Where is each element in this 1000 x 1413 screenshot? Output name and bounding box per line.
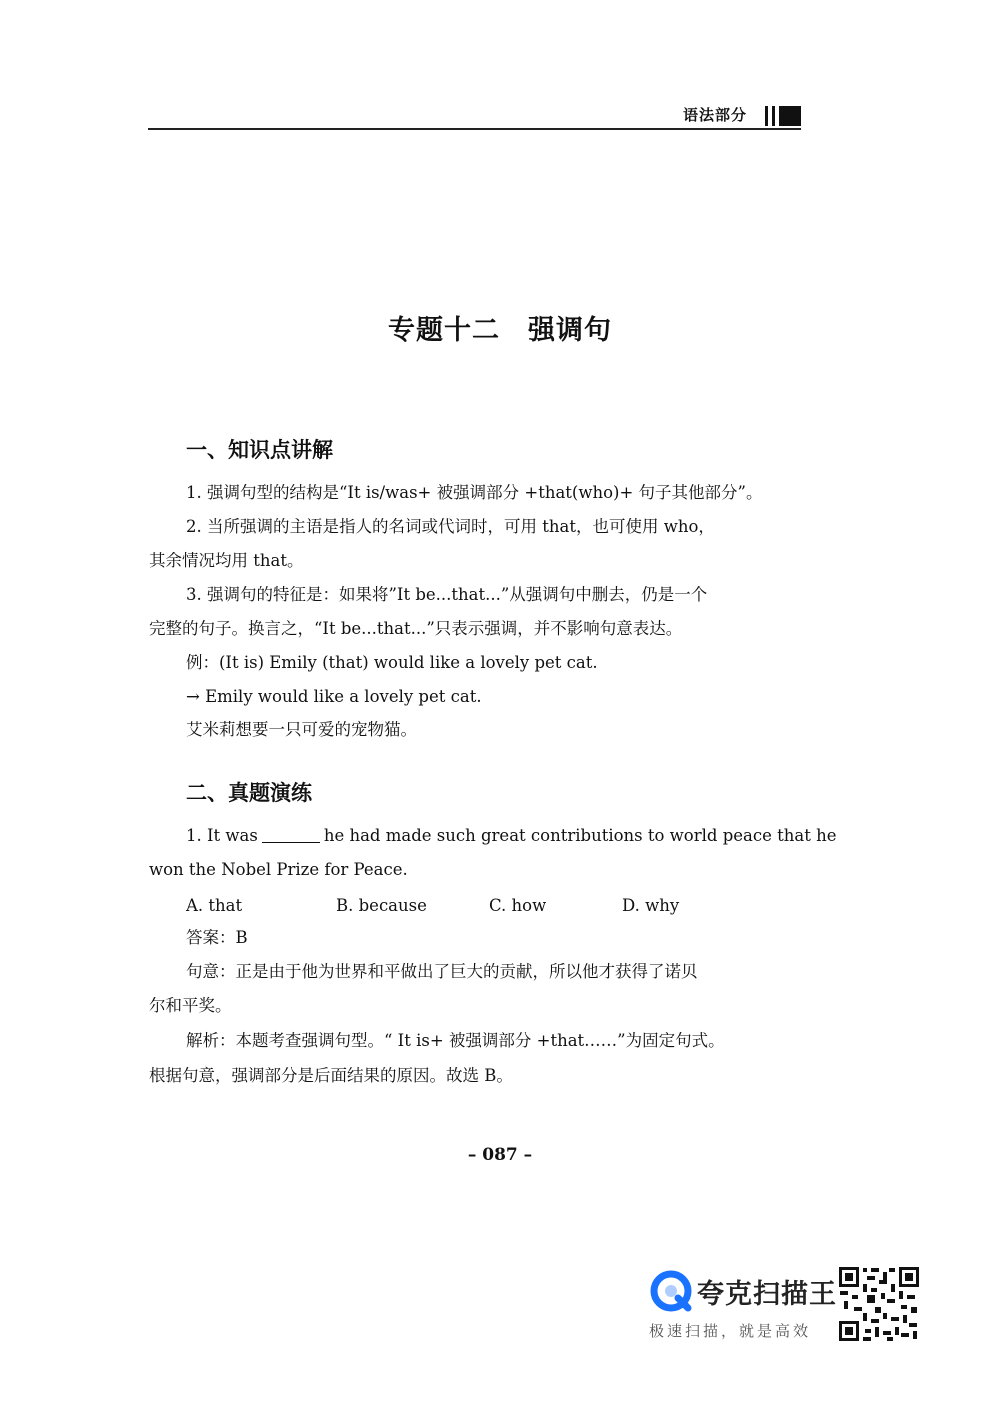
knowledge-point-1: 1. 强调句型的结构是“It is/was+ 被强调部分 +that(who)+ 句子其他部分”。	[186, 483, 763, 502]
page-title: 专题十二 强调句	[388, 315, 612, 346]
question-1-line-1	[186, 828, 837, 845]
meaning-line-2: 尔和平奖。	[149, 996, 232, 1015]
option-b: B. because	[336, 896, 427, 915]
knowledge-point-2: 2. 当所强调的主语是指人的名词或代词时，可用 that，也可使用 who，	[186, 517, 715, 536]
option-c: C. how	[489, 896, 547, 915]
example-sentence: 例：(It is) Emily (that) would like a lovely pet cat.	[186, 653, 598, 672]
option-a: A. that	[186, 896, 243, 915]
page-number: – 087 –	[467, 1145, 533, 1165]
section-heading-knowledge: 一、知识点讲解	[186, 437, 333, 462]
meaning-line-1: 句意：正是由于他为世界和平做出了巨大的贡献，所以他才获得了诺贝	[186, 962, 698, 981]
question-prefix: 1. It was	[186, 826, 258, 845]
knowledge-point-3-cont: 完整的句子。换言之，“It be...that...”只表示强调，并不影响句意表达。	[149, 619, 683, 638]
analysis-line-2: 根据句意，强调部分是后面结果的原因。故选 B。	[149, 1066, 513, 1085]
watermark-slogan: 极速扫描，就是高效	[649, 1322, 812, 1340]
running-header-label: 语法部分	[683, 106, 748, 124]
watermark-app-name: 夸克扫描王	[697, 1279, 837, 1310]
analysis-line-1: 解析：本题考查强调句型。“ It is+ 被强调部分 +that……”为固定句式。	[186, 1031, 725, 1050]
answer-blank	[262, 828, 320, 843]
knowledge-point-2-cont: 其余情况均用 that。	[149, 551, 304, 570]
header-rule	[148, 128, 801, 130]
section-heading-practice: 二、真题演练	[186, 780, 312, 805]
example-translation: 艾米莉想要一只可爱的宠物猫。	[186, 720, 417, 739]
answer-line: 答案：B	[186, 928, 248, 947]
scanner-logo-icon	[650, 1270, 692, 1312]
option-d: D. why	[622, 896, 680, 915]
question-suffix: he had made such great contributions to world peace that he	[323, 826, 837, 845]
knowledge-point-3: 3. 强调句的特征是：如果将”It be...that...”从强调句中删去，仍是一个	[186, 585, 708, 604]
qr-code-icon	[838, 1266, 920, 1342]
question-1-line-2: won the Nobel Prize for Peace.	[149, 860, 408, 879]
example-transformed: → Emily would like a lovely pet cat.	[186, 687, 482, 706]
